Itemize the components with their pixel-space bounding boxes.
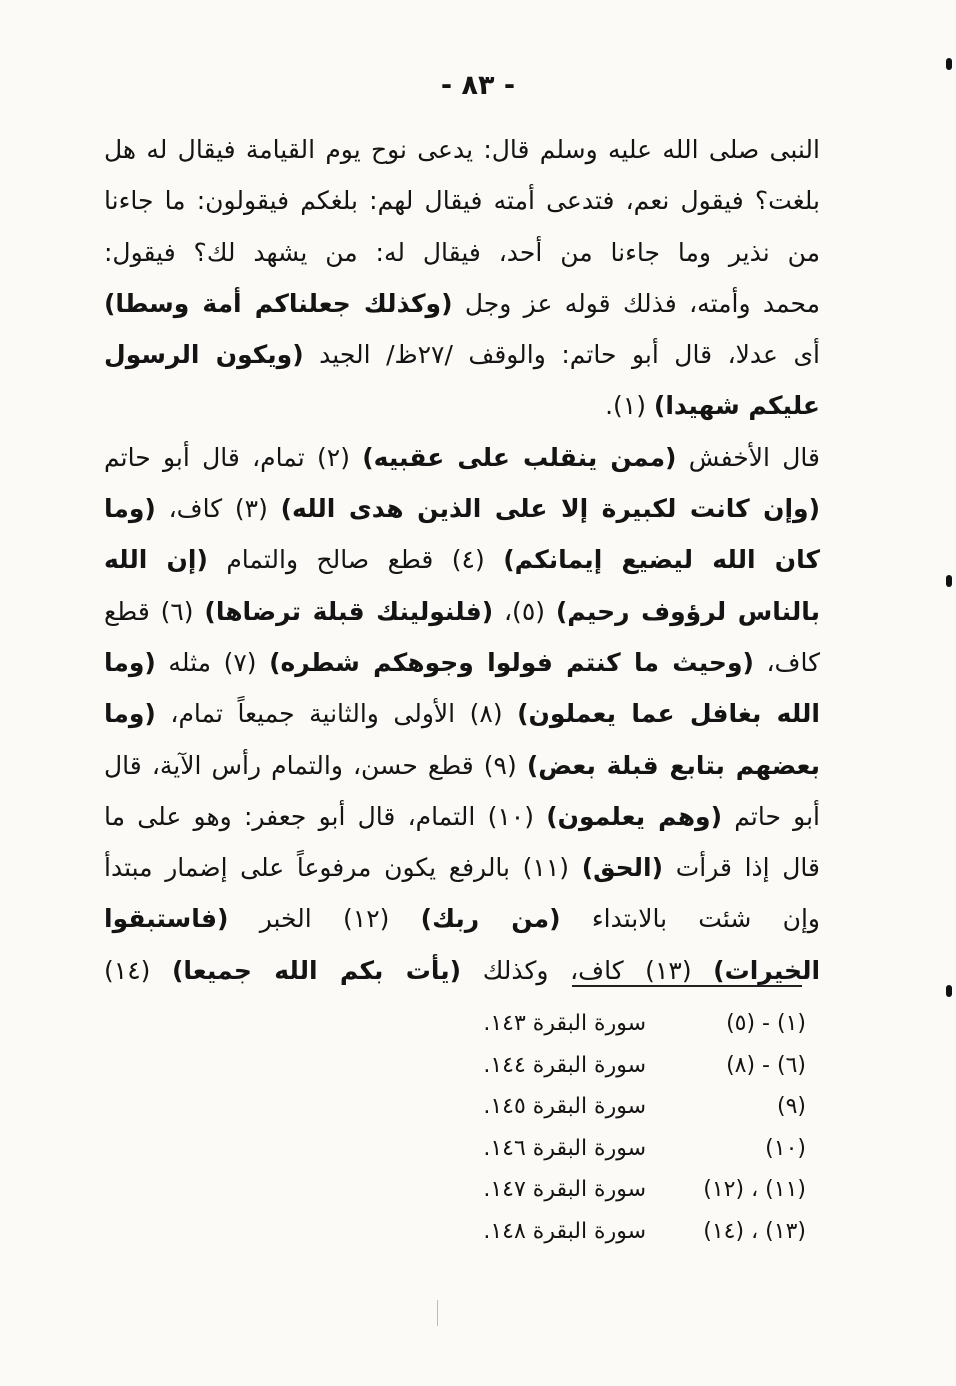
- text-run: (١٣) كاف، وكذلك: [461, 955, 714, 985]
- text-run: بلغت؟ فيقول نعم، فتدعى أمته فيقال لهم: بلغكم فيقولون: ما جاءنا: [104, 186, 820, 216]
- footnote-source: سورة البقرة ١٤٨.: [483, 1218, 646, 1244]
- quran-quote: (وما: [104, 647, 156, 677]
- quran-quote: (ويكون الرسول: [104, 340, 304, 370]
- quran-quote: (فاستبقوا: [104, 904, 229, 934]
- text-line: [104, 175, 820, 226]
- footnote-ref: (١٣) ، (١٤): [703, 1218, 806, 1244]
- text-run: (٦) قطع: [104, 596, 205, 626]
- footnote: [446, 1169, 806, 1211]
- quran-quote: بالناس لرؤوف رحيم): [555, 596, 821, 626]
- text-line: [104, 893, 820, 944]
- footnote-source: سورة البقرة ١٤٤.: [483, 1052, 646, 1078]
- text-line: [104, 586, 820, 637]
- text-run: (١٠) التمام، قال أبو جعفر: وهو على ما: [104, 801, 547, 831]
- footnotes: [446, 1003, 806, 1253]
- footnote: [446, 1003, 806, 1045]
- text-line: [104, 740, 820, 791]
- footnote: [446, 1086, 806, 1128]
- text-line: [104, 637, 820, 688]
- text-run: (٨) الأولى والثانية جميعاً تمام،: [155, 699, 518, 729]
- text-run: (٤) قطع صالح والتمام: [207, 545, 504, 575]
- text-line: [104, 124, 820, 175]
- text-run: محمد وأمته، فذلك قوله عز وجل: [452, 288, 820, 318]
- scan-line: [437, 1300, 438, 1326]
- text-line: [104, 329, 820, 380]
- body-text: [104, 124, 820, 996]
- quran-quote: (الحق): [581, 853, 664, 883]
- text-run: أى عدلا، قال أبو حاتم: والوقف /٢٧ظ/ الجيد: [303, 340, 820, 370]
- footnote-ref: (٩): [776, 1094, 806, 1120]
- quran-quote: بعضهم بتابع قبلة بعض): [526, 750, 820, 780]
- quran-quote: (من ربك): [420, 904, 561, 934]
- quran-quote: (يأت بكم الله جميعا): [171, 955, 462, 985]
- quran-quote: (وإن كانت لكبيرة إلا على الذين هدى الله): [280, 494, 821, 524]
- text-run: كاف،: [753, 647, 820, 677]
- quran-quote: عليكم شهيدا): [653, 391, 820, 421]
- text-line: [104, 483, 820, 534]
- quran-quote: (وهم يعلمون): [546, 801, 723, 831]
- text-line: [104, 791, 820, 842]
- footnote-source: سورة البقرة ١٤٦.: [483, 1135, 646, 1161]
- text-run: قال إذا قرأت: [663, 853, 820, 883]
- scan-mark: [946, 985, 952, 997]
- text-run: (٥)،: [493, 596, 556, 626]
- text-line: [104, 227, 820, 278]
- scan-mark: [946, 58, 952, 70]
- text-line: [104, 278, 820, 329]
- footnote-ref: (١١) ، (١٢): [703, 1177, 806, 1203]
- quran-quote: كان الله ليضيع إيمانكم): [503, 545, 820, 575]
- text-run: أبو حاتم: [722, 801, 820, 831]
- scan-mark: [946, 575, 952, 587]
- text-run: من نذير وما جاءنا من أحد، فيقال له: من يشهد لك؟ فيقول:: [104, 237, 820, 267]
- text-line: [104, 534, 820, 585]
- text-line: [104, 842, 820, 893]
- text-run: (٢) تمام، قال أبو حاتم: [104, 442, 363, 472]
- footnote-ref: (١) - (٥): [726, 1011, 806, 1036]
- page-number: - ٨٣ -: [440, 70, 516, 101]
- footnote-separator: [572, 985, 802, 987]
- quran-quote: (إن الله: [104, 545, 208, 575]
- footnote-source: سورة البقرة ١٤٣.: [483, 1011, 646, 1036]
- footnote: [446, 1045, 806, 1087]
- footnote-ref: (١٠): [765, 1135, 806, 1161]
- footnote-source: سورة البقرة ١٤٧.: [483, 1177, 646, 1203]
- text-line: [104, 380, 820, 431]
- quran-quote: (ممن ينقلب على عقبيه): [362, 442, 677, 472]
- text-run: (٩) قطع حسن، والتمام رأس الآية، قال: [104, 750, 527, 780]
- quran-quote: الخيرات): [713, 955, 821, 985]
- text-line: [104, 432, 820, 483]
- footnote: [446, 1128, 806, 1170]
- quran-quote: (وكذلك جعلناكم أمة وسطا): [104, 288, 453, 318]
- text-line: [104, 945, 820, 996]
- text-line: [104, 688, 820, 739]
- text-run: وإن شئت بالابتداء: [560, 904, 821, 934]
- quran-quote: (وحيث ما كنتم فولوا وجوهكم شطره): [269, 647, 754, 677]
- quran-quote: (وما: [104, 699, 156, 729]
- text-run: (١١) بالرفع يكون مرفوعاً على إضمار مبتدأ: [104, 853, 582, 883]
- footnote-ref: (٦) - (٨): [726, 1052, 806, 1078]
- quran-quote: (فلنولينك قبلة ترضاها): [204, 596, 494, 626]
- text-run: (١٤): [104, 955, 172, 985]
- footnote-source: سورة البقرة ١٤٥.: [483, 1094, 646, 1120]
- text-run: النبى صلى الله عليه وسلم قال: يدعى نوح يوم القيامة فيقال له هل: [104, 135, 820, 164]
- quran-quote: (وما: [104, 494, 156, 524]
- text-run: (١٢) الخبر: [228, 904, 421, 934]
- quran-quote: الله بغافل عما يعملون): [517, 699, 821, 729]
- text-run: (١).: [605, 391, 654, 421]
- text-run: (٣) كاف،: [155, 494, 281, 524]
- footnote: [446, 1211, 806, 1253]
- text-run: قال الأخفش: [676, 442, 820, 472]
- text-run: (٧) مثله: [155, 647, 270, 677]
